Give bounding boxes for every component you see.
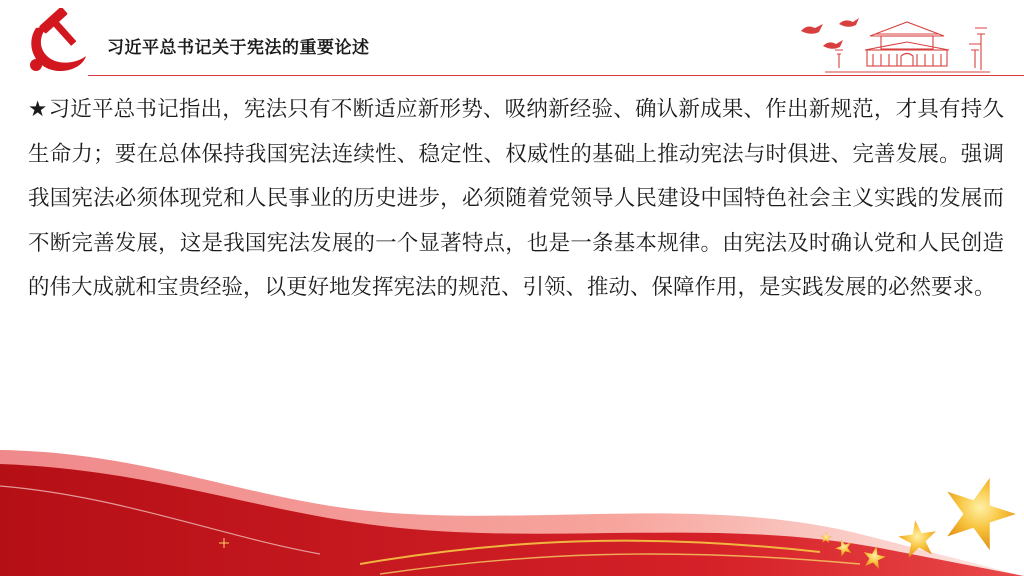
tiananmen-gate-icon [795, 6, 1010, 78]
hammer-sickle-icon [22, 8, 92, 78]
red-ribbon-decoration [0, 436, 1024, 576]
quote-paragraph [28, 88, 1004, 311]
page-title: 习近平总书记关于宪法的重要论述 [107, 38, 370, 58]
slide-header [0, 0, 1024, 84]
star-bullet-icon: ★ [28, 97, 48, 122]
dove-icon [801, 18, 859, 49]
quote-text: 习近平总书记指出，宪法只有不断适应新形势、吸纳新经验、确认新成果、作出新规范，才具有持久生命力；要在总体保持我国宪法连续性、稳定性、权威性的基础上推动宪法与时俱进、完善发展。强调我国宪法必须体现党和人民事业的历史进步，必须随着党领导人民建设中国特色社会主义实践的发展而不断完善发展，这是我国宪法发展的一个显著特点，也是一条基本规律。由宪法及时确认党和人民创造的伟大成就和宝贵经验，以更好地发挥宪法的规范、引领、推动、保障作用，是实践发展的必然要求。 [28, 97, 1004, 300]
